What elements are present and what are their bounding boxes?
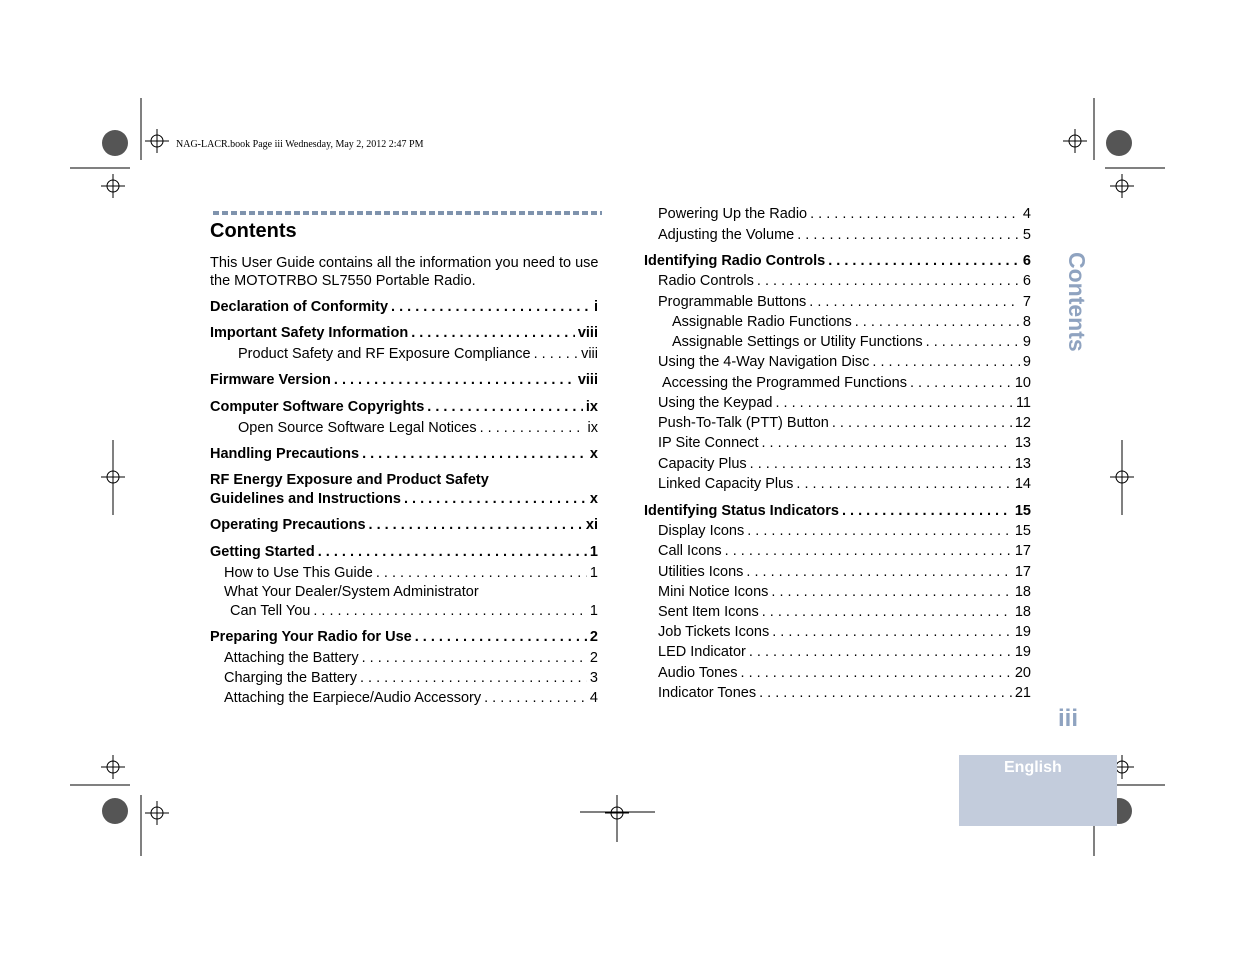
toc-entry[interactable]: [224, 564, 598, 582]
toc-leader-dots: [427, 398, 583, 416]
toc-entry[interactable]: [644, 252, 1031, 270]
toc-entry-page: 18: [1014, 584, 1031, 600]
toc-leader-dots: [404, 490, 587, 508]
toc-entry[interactable]: [210, 543, 598, 561]
toc-entry[interactable]: [658, 522, 1031, 540]
toc-entry-label: LED Indicator: [658, 644, 746, 660]
toc-leader-dots: [855, 313, 1020, 331]
toc-entry-label: Adjusting the Volume: [658, 227, 795, 243]
print-header-note: NAG-LACR.book Page iii Wednesday, May 2, 2012 2:47 PM: [176, 139, 424, 150]
toc-entry[interactable]: [224, 669, 598, 687]
toc-entry-label: Computer Software Copyrights: [210, 399, 425, 415]
toc-leader-dots: [369, 516, 583, 534]
toc-entry-page: 12: [1014, 415, 1031, 431]
toc-leader-dots: [872, 353, 1020, 371]
toc-entry-page: 19: [1014, 644, 1031, 660]
toc-leader-dots: [759, 684, 1012, 702]
toc-entry-label: Identifying Radio Controls: [644, 253, 826, 269]
toc-entry-page: xi: [585, 517, 598, 533]
toc-leader-dots: [775, 394, 1012, 412]
toc-entry[interactable]: [658, 643, 1031, 661]
toc-entry-page: viii: [581, 346, 598, 362]
toc-leader-dots: [926, 333, 1020, 351]
toc-entry-label: Job Tickets Icons: [658, 624, 770, 640]
toc-entry-page: i: [593, 299, 598, 315]
toc-entry-label: Open Source Software Legal Notices: [238, 420, 477, 436]
toc-entry[interactable]: [210, 490, 598, 508]
toc-entry-label: Programmable Buttons: [658, 294, 807, 310]
toc-entry-label: Call Icons: [658, 543, 722, 559]
toc-entry[interactable]: [658, 226, 1031, 244]
toc-entry[interactable]: [662, 374, 1031, 392]
toc-leader-dots: [810, 205, 1020, 223]
toc-entry-page: 21: [1014, 685, 1031, 701]
toc-entry[interactable]: [658, 414, 1031, 432]
toc-entry-label: Attaching the Earpiece/Audio Accessory: [224, 690, 482, 706]
toc-entry-page: 6: [1022, 273, 1031, 289]
toc-entry-page: 1: [589, 544, 598, 560]
toc-leader-dots: [318, 543, 587, 561]
toc-leader-dots: [757, 272, 1020, 290]
toc-leader-dots: [534, 345, 579, 363]
toc-leader-dots: [762, 603, 1012, 621]
toc-entry-page: viii: [577, 325, 598, 341]
toc-entry-page: 2: [589, 650, 598, 666]
toc-entry[interactable]: [224, 583, 479, 601]
toc-entry-label: Using the 4-Way Navigation Disc: [658, 354, 870, 370]
toc-leader-dots: [747, 522, 1012, 540]
toc-entry[interactable]: [644, 502, 1031, 520]
toc-entry-label: Audio Tones: [658, 665, 738, 681]
toc-entry-label: Capacity Plus: [658, 456, 747, 472]
toc-entry-page: 4: [1022, 206, 1031, 222]
toc-entry-label: Mini Notice Icons: [658, 584, 769, 600]
toc-entry-label: Attaching the Battery: [224, 650, 359, 666]
toc-entry-page: 6: [1022, 253, 1031, 269]
toc-entry[interactable]: [658, 563, 1031, 581]
toc-leader-dots: [391, 298, 591, 316]
toc-leader-dots: [910, 374, 1012, 392]
toc-entry[interactable]: [658, 272, 1031, 290]
toc-entry-label: Firmware Version: [210, 372, 331, 388]
toc-entry-page: 1: [589, 565, 598, 581]
toc-entry[interactable]: [210, 628, 598, 646]
toc-entry-label: Assignable Radio Functions: [672, 314, 852, 330]
toc-leader-dots: [360, 669, 587, 687]
toc-entry[interactable]: [658, 684, 1031, 702]
toc-leader-dots: [376, 564, 587, 582]
toc-entry-page: 2: [589, 629, 598, 645]
toc-entry-label: Indicator Tones: [658, 685, 757, 701]
page-number: iii: [1058, 705, 1079, 732]
toc-entry-label: Radio Controls: [658, 273, 754, 289]
toc-leader-dots: [749, 643, 1012, 661]
toc-leader-dots: [725, 542, 1012, 560]
toc-leader-dots: [796, 475, 1011, 493]
toc-entry-page: 4: [589, 690, 598, 706]
toc-entry[interactable]: [210, 371, 598, 389]
toc-entry[interactable]: [210, 471, 489, 489]
toc-leader-dots: [832, 414, 1012, 432]
toc-entry[interactable]: [210, 298, 598, 316]
toc-leader-dots: [362, 445, 587, 463]
toc-entry-page: 19: [1014, 624, 1031, 640]
toc-entry[interactable]: [224, 649, 598, 667]
toc-entry-page: 3: [589, 670, 598, 686]
toc-leader-dots: [741, 664, 1012, 682]
toc-entry-label: Using the Keypad: [658, 395, 773, 411]
toc-leader-dots: [484, 689, 587, 707]
toc-leader-dots: [362, 649, 587, 667]
toc-leader-dots: [334, 371, 575, 389]
toc-entry-page: 17: [1014, 543, 1031, 559]
toc-entry-page: 20: [1014, 665, 1031, 681]
toc-entry[interactable]: [210, 445, 598, 463]
toc-entry[interactable]: [672, 333, 1031, 351]
toc-entry[interactable]: [224, 689, 598, 707]
toc-entry-label: What Your Dealer/System Administrator: [224, 584, 479, 600]
toc-entry-label: Powering Up the Radio: [658, 206, 808, 222]
toc-leader-dots: [828, 252, 1020, 270]
toc-entry-label: IP Site Connect: [658, 435, 759, 451]
toc-entry-page: 13: [1014, 456, 1031, 472]
toc-entry-page: 11: [1015, 395, 1031, 411]
toc-entry-label: Identifying Status Indicators: [644, 503, 839, 519]
toc-leader-dots: [313, 602, 587, 620]
toc-entry-label: Guidelines and Instructions: [210, 491, 401, 507]
toc-leader-dots: [809, 293, 1020, 311]
toc-entry-page: 5: [1022, 227, 1031, 243]
side-section-title: Contents: [1064, 252, 1090, 352]
toc-entry-label: Linked Capacity Plus: [658, 476, 794, 492]
toc-entry-page: 10: [1014, 375, 1031, 391]
toc-entry[interactable]: [672, 313, 1031, 331]
toc-entry[interactable]: [658, 603, 1031, 621]
toc-entry-page: x: [589, 446, 598, 462]
toc-entry[interactable]: [210, 516, 598, 534]
toc-entry[interactable]: [658, 293, 1031, 311]
toc-leader-dots: [762, 434, 1012, 452]
toc-entry-page: viii: [577, 372, 598, 388]
toc-entry[interactable]: [658, 353, 1031, 371]
toc-entry-label: Can Tell You: [230, 603, 311, 619]
toc-leader-dots: [411, 324, 575, 342]
toc-entry-page: 7: [1022, 294, 1031, 310]
toc-entry-page: 15: [1014, 503, 1031, 519]
toc-entry[interactable]: [658, 583, 1031, 601]
toc-entry-page: 13: [1014, 435, 1031, 451]
toc-entry[interactable]: [658, 664, 1031, 682]
toc-entry-label: How to Use This Guide: [224, 565, 373, 581]
toc-leader-dots: [415, 628, 587, 646]
toc-entry[interactable]: [210, 324, 598, 342]
toc-entry[interactable]: [658, 475, 1031, 493]
toc-entry-page: 9: [1022, 354, 1031, 370]
toc-leader-dots: [746, 563, 1011, 581]
toc-entry[interactable]: [658, 542, 1031, 560]
toc-leader-dots: [750, 455, 1012, 473]
toc-entry-page: ix: [585, 399, 598, 415]
toc-entry-label: Assignable Settings or Utility Functions: [672, 334, 923, 350]
toc-entry-page: 17: [1014, 564, 1031, 580]
toc-entry[interactable]: [210, 398, 598, 416]
toc-entry-page: x: [589, 491, 598, 507]
intro-paragraph: This User Guide contains all the information you need to use the MOTOTRBO SL7550 Portable Radio.: [210, 255, 599, 289]
page-title: Contents: [210, 220, 297, 242]
toc-entry[interactable]: [238, 419, 598, 437]
language-tab: [959, 755, 1117, 826]
toc-entry-page: 9: [1022, 334, 1031, 350]
toc-entry-label: Declaration of Conformity: [210, 299, 389, 315]
toc-leader-dots: [772, 623, 1012, 641]
toc-entry[interactable]: [658, 455, 1031, 473]
toc-entry-label: RF Energy Exposure and Product Safety: [210, 472, 489, 488]
toc-leader-dots: [771, 583, 1011, 601]
title-divider: [213, 211, 602, 215]
toc-entry[interactable]: [658, 205, 1031, 223]
toc-entry-label: Operating Precautions: [210, 517, 366, 533]
toc-entry-label: Utilities Icons: [658, 564, 744, 580]
toc-entry-label: Important Safety Information: [210, 325, 409, 341]
toc-entry-page: 15: [1014, 523, 1031, 539]
toc-entry[interactable]: [658, 394, 1031, 412]
toc-entry-page: 1: [589, 603, 598, 619]
toc-entry[interactable]: [238, 345, 598, 363]
toc-entry-label: Display Icons: [658, 523, 745, 539]
toc-entry-label: Handling Precautions: [210, 446, 360, 462]
toc-entry-page: 14: [1014, 476, 1031, 492]
toc-entry-label: Push-To-Talk (PTT) Button: [658, 415, 829, 431]
toc-entry-page: 8: [1022, 314, 1031, 330]
toc-entry-label: Sent Item Icons: [658, 604, 759, 620]
toc-entry-label: Getting Started: [210, 544, 315, 560]
toc-entry[interactable]: [230, 602, 598, 620]
toc-entry[interactable]: [658, 434, 1031, 452]
toc-entry[interactable]: [658, 623, 1031, 641]
toc-entry-page: 18: [1014, 604, 1031, 620]
language-label: English: [1004, 759, 1062, 776]
toc-leader-dots: [480, 419, 585, 437]
toc-entry-label: Charging the Battery: [224, 670, 357, 686]
toc-entry-label: Product Safety and RF Exposure Compliance: [238, 346, 531, 362]
toc-leader-dots: [797, 226, 1020, 244]
toc-leader-dots: [842, 502, 1012, 520]
toc-entry-label: Accessing the Programmed Functions: [662, 375, 907, 391]
toc-entry-page: ix: [587, 420, 598, 436]
toc-entry-label: Preparing Your Radio for Use: [210, 629, 412, 645]
